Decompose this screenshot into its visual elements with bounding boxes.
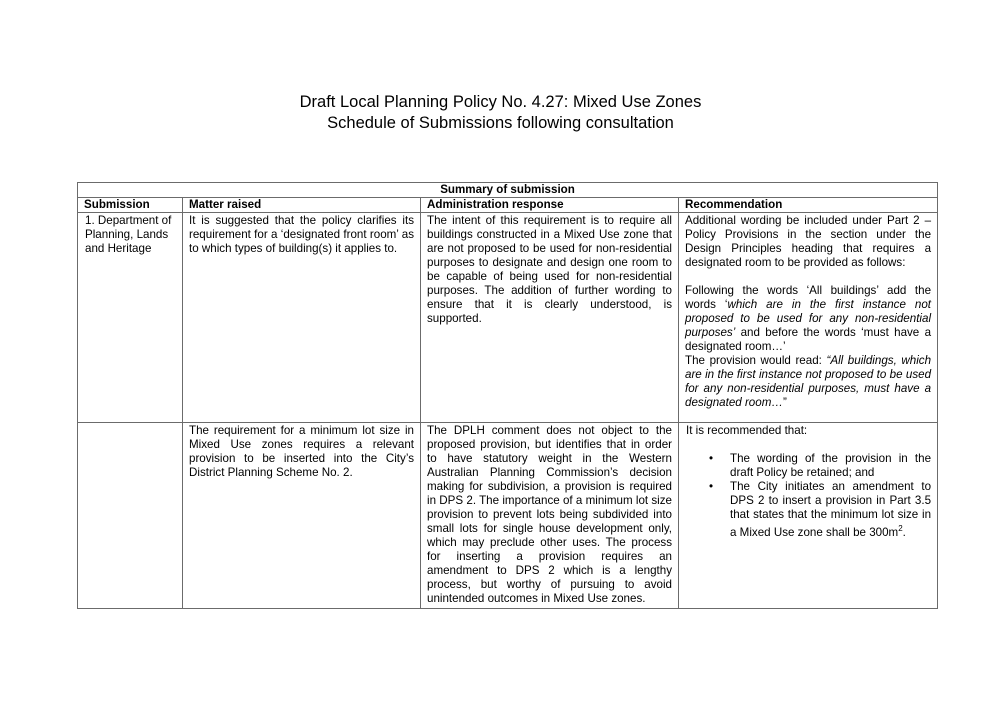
header-administration-response: Administration response	[421, 198, 679, 213]
title-line-2: Schedule of Submissions following consultation	[327, 114, 674, 132]
matter-cell: The requirement for a minimum lot size in Mixed Use zones requires a relevant provision to be inserted into the City’s District Planning Scheme No. 2.	[183, 423, 421, 609]
response-cell: The DPLH comment does not object to the proposed provision, but identifies that in order to have statutory weight in the Western Australian Planning Commission’s decision making for subdivision, a provision is required in DPS 2. The importance of a minimum lot size provision to prevent lots being subdivided into small lots for single house development only, which may preclude other uses. The process for inserting a provision requires an amendment to DPS 2 which is a lengthy process, but worthy of pursuing to avoid unintended outcomes in Mixed Use zones.	[421, 423, 679, 609]
submission-cell	[78, 423, 183, 609]
header-recommendation: Recommendation	[679, 198, 938, 213]
table-row	[78, 423, 938, 609]
header-matter-raised: Matter raised	[183, 198, 421, 213]
recommendation-cell	[679, 213, 938, 423]
header-row	[78, 198, 938, 213]
recommendation-intro: It is recommended that:	[686, 424, 808, 437]
recommendation-paragraph: Additional wording be included under Part 2 – Policy Provisions in the section under the Design Principles heading that requires a designated room to be provided as follows:	[685, 214, 932, 269]
recommendation-list	[686, 452, 931, 540]
title-line-1: Draft Local Planning Policy No. 4.27: Mixed Use Zones	[299, 93, 702, 111]
submissions-table	[77, 182, 938, 609]
table-row	[78, 213, 938, 423]
header-submission: Submission	[78, 198, 183, 213]
table-caption: Summary of submission	[78, 183, 938, 198]
recommendation-cell	[679, 423, 938, 609]
list-item: • The City initiates an amendment to DPS 2 to insert a provision in Part 3.5 that states that the minimum lot size in a Mixed Use zone shall be $300m^2$.	[730, 480, 931, 540]
recommendation-paragraph: The provision would read: “All buildings, which are in the first instance not proposed to be used for any non-residential purposes, must have a designated room…”	[685, 354, 932, 409]
submission-cell: 1. Department of Planning, Lands and Heritage	[78, 213, 183, 423]
document-title	[0, 92, 1001, 134]
list-item: • The wording of the provision in the draft Policy be retained; and	[730, 452, 931, 480]
recommendation-paragraph: Following the words ‘All buildings’ add the words ‘which are in the first instance not proposed to be used for any non-residential purposes’ and before the words ‘must have a designated room…’	[685, 284, 932, 353]
caption-row	[78, 183, 938, 198]
response-cell: The intent of this requirement is to require all buildings constructed in a Mixed Use zone that are not proposed to be used for non-residential purposes to designate and design one room to be capable of being used for non-residential purposes. The addition of further wording to ensure that it is clearly understood, is supported.	[421, 213, 679, 423]
matter-cell: It is suggested that the policy clarifies its requirement for a ‘designated front room’ as to which types of building(s) it applies to.	[183, 213, 421, 423]
